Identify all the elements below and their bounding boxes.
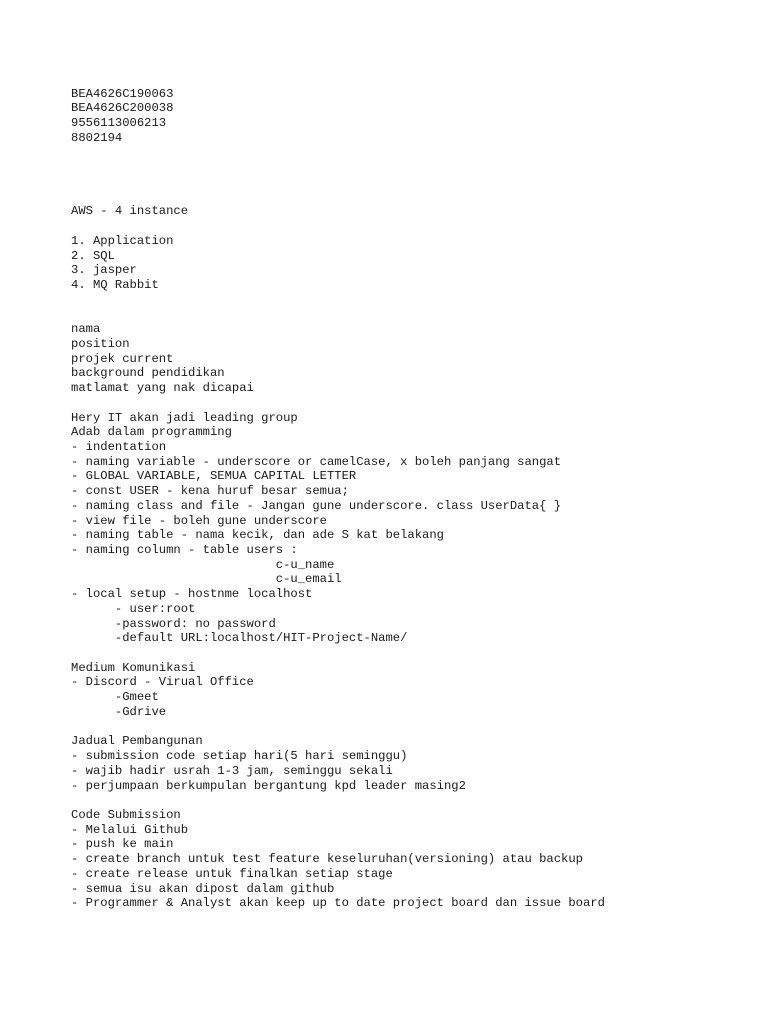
text-line: - naming table - nama kecik, dan ade S kat belakang bbox=[71, 528, 444, 543]
blank-line bbox=[71, 190, 751, 205]
text-line: - semua isu akan dipost dalam github bbox=[71, 881, 335, 896]
text-line: - naming class and file - Jangan gune underscore. class UserData{ } bbox=[71, 498, 562, 513]
text-line: - naming variable - underscore or camelCase, x boleh panjang sangat bbox=[71, 454, 562, 469]
document-page bbox=[71, 72, 751, 911]
text-line: -Gmeet bbox=[71, 690, 159, 705]
text-line: projek current bbox=[71, 351, 174, 366]
text-line: -Gdrive bbox=[71, 704, 167, 719]
text-line: matlamat yang nak dicapai bbox=[71, 381, 254, 396]
text-line: background pendidikan bbox=[71, 366, 225, 381]
blank-line bbox=[71, 720, 751, 735]
text-line: Medium Komunikasi bbox=[71, 660, 196, 675]
text-line: - push ke main bbox=[71, 837, 174, 852]
text-line: - create release untuk finalkan setiap stage bbox=[71, 866, 393, 881]
text-line: AWS - 4 instance bbox=[71, 204, 189, 219]
blank-line bbox=[71, 175, 751, 190]
blank-line bbox=[71, 646, 751, 661]
text-line: - Melalui Github bbox=[71, 822, 189, 837]
text-line: - Programmer & Analyst akan keep up to date project board dan issue board bbox=[71, 896, 605, 911]
text-line: - local setup - hostnme localhost bbox=[71, 587, 313, 602]
text-line: 9556113006213 bbox=[71, 116, 167, 131]
text-line: - view file - boleh gune underscore bbox=[71, 513, 327, 528]
blank-line bbox=[71, 308, 751, 323]
text-line: 1. Application bbox=[71, 233, 174, 248]
text-line: Jadual Pembangunan bbox=[71, 734, 203, 749]
text-line: 3. jasper bbox=[71, 263, 137, 278]
text-line: - user:root bbox=[71, 601, 196, 616]
blank-line bbox=[71, 72, 751, 87]
text-line: - const USER - kena huruf besar semua; bbox=[71, 484, 349, 499]
text-line: -default URL:localhost/HIT-Project-Name/ bbox=[71, 631, 408, 646]
text-line: 4. MQ Rabbit bbox=[71, 278, 159, 293]
blank-line bbox=[71, 219, 751, 234]
text-line: c-u_name bbox=[71, 557, 335, 572]
text-line: BEA4626C200038 bbox=[71, 101, 174, 116]
text-line: - submission code setiap hari(5 hari seminggu) bbox=[71, 749, 408, 764]
text-line: - perjumpaan berkumpulan bergantung kpd leader masing2 bbox=[71, 778, 466, 793]
text-line: -password: no password bbox=[71, 616, 276, 631]
text-line: - naming column - table users : bbox=[71, 543, 298, 557]
blank-line bbox=[71, 793, 751, 808]
blank-line bbox=[71, 146, 751, 161]
text-line: c-u_email bbox=[71, 572, 342, 587]
text-line: - GLOBAL VARIABLE, SEMUA CAPITAL LETTER bbox=[71, 469, 357, 484]
text-line: 2. SQL bbox=[71, 248, 115, 263]
text-line: BEA4626C190063 bbox=[71, 86, 174, 101]
text-line: position bbox=[71, 336, 130, 351]
text-line: - wajib hadir usrah 1-3 jam, seminggu sekali bbox=[71, 763, 393, 778]
blank-line bbox=[71, 396, 751, 411]
blank-line bbox=[71, 160, 751, 175]
blank-line bbox=[71, 293, 751, 308]
text-line: nama bbox=[71, 322, 101, 337]
text-line: Adab dalam programming bbox=[71, 425, 232, 440]
text-line: - create branch untuk test feature keseluruhan(versioning) atau backup bbox=[71, 852, 583, 867]
text-line: 8802194 bbox=[71, 130, 123, 145]
text-line: - indentation bbox=[71, 439, 167, 454]
text-line: Hery IT akan jadi leading group bbox=[71, 410, 298, 425]
text-line: - Discord - Virual Office bbox=[71, 675, 254, 690]
text-line: Code Submission bbox=[71, 807, 181, 822]
